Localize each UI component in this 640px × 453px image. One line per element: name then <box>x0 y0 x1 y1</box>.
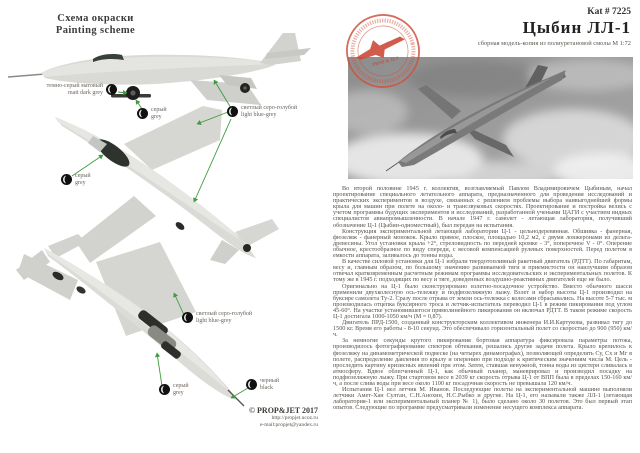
stamp-brand-text: PROP & JET <box>371 55 400 67</box>
paragraph: Оригинально на Ц-1 было сконструировано взлетно-посадочное устройство. Вместо обычного шасси применили двухколесную ось-тележку и подфюзеляжную лыжу. Взлет и набор высоты Ц-1 производил на буксире самолета Ту-2. Сразу после отрыва от земли ось-тележка с колесами сбрасывались. На высоте 5-7 тыс. м производилась отцепка буксирного троса и летчик-испытатель переводил Ц-1 в режим пикирования под углом 45-60°. На участке установившегося прямолинейного пикирования он включал РДТТ. В таком режиме скорость Ц-1 достигала 1000-1050 км/ч (М = 0,87). <box>333 282 633 320</box>
paint-swatch-icon <box>159 384 170 395</box>
history-text <box>333 186 632 411</box>
callout-matt-dark-grey <box>30 83 117 97</box>
painting-scheme-title-en: Painting scheme <box>55 25 136 36</box>
callout-label-ru: серый <box>173 383 189 389</box>
paint-swatch-icon <box>137 108 148 119</box>
callout-arrows <box>0 0 320 440</box>
callout-label-ru: светлый серо-голубой <box>241 105 298 111</box>
callout-label-ru: светлый серо-голубой <box>196 311 253 317</box>
callout-label-en: matt dark grey <box>68 89 103 96</box>
paragraph: За немногие секунды крутого пикирования бортовая аппаратура фиксировала параметры потока, производилось фотографирование спектров обтекания, решались другие задачи полета. Крыло крепилось к фюзеляжу на динамометрической подвеске (на четырех динамографах), позволяющей определять Су, Сх и Мг в полете, распределение давления по крылу и оперению при подходе к критическим значениям числа М. Цель - проследить картину кризисных явлений при этом. Затем, ставшая ненужной, тонна воды из цистерн сливалась в атмосферу. Вдвое облегченный Ц-1, как обычный планер, маневрировал и производил посадку на подфюзеляжную лыжу. При стартовом весе в 2039 кг скорость отрыва Ц-1 от ВПП была в пределах 150-160 км/ч, а после слива воды при весе около 1100 кг посадочная скорость не превышала 120 км/ч. <box>333 337 632 387</box>
callout-light-blue-grey-top <box>227 105 297 119</box>
copyright-block <box>205 406 318 428</box>
paint-swatch-icon <box>227 106 238 117</box>
kit-subtitle: сборная модель-копия из полиуретановой смолы М 1:72 <box>477 40 631 47</box>
callout-light-blue-grey-bottom <box>182 311 252 325</box>
callout-grey-bottom <box>159 383 189 397</box>
paint-swatch-icon <box>246 379 257 390</box>
callout-label-ru: черный <box>260 378 280 384</box>
website-url: http://propjet.ucoz.ru <box>271 415 318 421</box>
copyright-line: © PROP&JET 2017 <box>249 406 318 415</box>
callout-label-ru: темно-серый матовый <box>46 83 103 89</box>
email-address: e-mail:propjet@yandex.ru <box>259 421 318 428</box>
callout-label-en: grey <box>75 179 86 186</box>
callout-label-en: light blue-grey <box>196 317 232 324</box>
callout-label-ru: серый <box>151 107 167 113</box>
paragraph: Двигатель ПРД-1500, созданный конструкторским коллективом инженера И.И.Картукова, развивал тягу до 1500 кг. Время его работы - 8-10 секунд. Это обеспечивало горизонтальный полет со скоростью до 900 (950) км/ч. <box>333 319 632 339</box>
callout-label-en: grey <box>173 389 184 396</box>
paint-swatch-icon <box>182 312 193 323</box>
callout-black-nose <box>246 378 279 392</box>
painting-scheme-title-ru: Схема окраски <box>57 13 134 24</box>
paint-swatch-icon <box>106 84 117 95</box>
callout-label-en: light blue-grey <box>241 111 277 118</box>
paragraph: Конструкция экспериментальной летающей лаборатории Ц-1 - цельнодеревянная. Обшивка - фанерная, фюзеляж - фанерный монокок. Крыло прямое, плоское, площадью 10,2 м2, с двумя лонжеронами из дельта-древесины. Угол установки крыла +2°, стреловидность по передней кромке - 3°, поперечное V - 0°. Оперение обычное, крестообразное по виду спереди, с весовой компенсацией рулевых поверхностей. Перед полетом в емкости аппарата, заливалось до тонны воды. <box>333 227 632 260</box>
paragraph: Испытания Ц-1 вел летчик М. Иванов. Последующие полеты на экспериментальной машине выполняли летчики Амет-Хан Султан, С.Н.Анохин, Н.С.Рыбко и другие. На Ц-1, его называли также ЛЛ-1 (летающая лаборатория-1 или экспериментальный планер № 1), было сделано около 30 полетов. Это был первый этап опытов. Следующие по программе предусматривали изменение несущего комплекса аппарата. <box>333 386 632 412</box>
kit-title: Цыбин ЛЛ-1 <box>522 18 631 37</box>
paragraph: В качестве силовой установки для Ц-1 избрали твердотопливный ракетный двигатель (РДТТ). По габаритам, весу и, главным образом, по большому значению развиваемой тяги и приемистости он наилучшим образом отвечал кратковременным расчетным режимам программы исследовательских и экспериментальных полетов. К тому же в 1945 г. подходящих по весу и тяге, доведенных воздушно-реактивных двигателей еще не было. <box>333 258 632 284</box>
callout-grey-side <box>137 107 167 121</box>
callout-label-ru: серый <box>75 173 91 179</box>
catalog-number: Kat # 7225 <box>587 7 631 17</box>
paint-swatch-icon <box>61 174 72 185</box>
kit-header <box>478 7 631 47</box>
callout-label-en: black <box>260 384 273 391</box>
callout-grey-canopy <box>61 173 91 187</box>
callout-label-en: grey <box>151 113 162 120</box>
paragraph: Во второй половине 1945 г. коллектив, возглавляемый Павлом Владимировичем Цыбиным, начал проектирование специального летательного аппарата, предназначенного для проведения исследований и практических экспериментов в воздухе, связанных с решением проблемы выбора наивыгоднейшей формы крыла для машин при полете на около- и трансзвуковых скоростях. Проектирование и постройка велись с учетом программы будущих экспериментов и исследований, разработанной учеными ЦАГИ с участием видных специалистов авиапромышленности. В начале 1947 г. самолет - летающая лаборатория, получивший обозначение Ц-1 (Цыбин-одноместный), был передан на испытания. <box>333 185 632 229</box>
